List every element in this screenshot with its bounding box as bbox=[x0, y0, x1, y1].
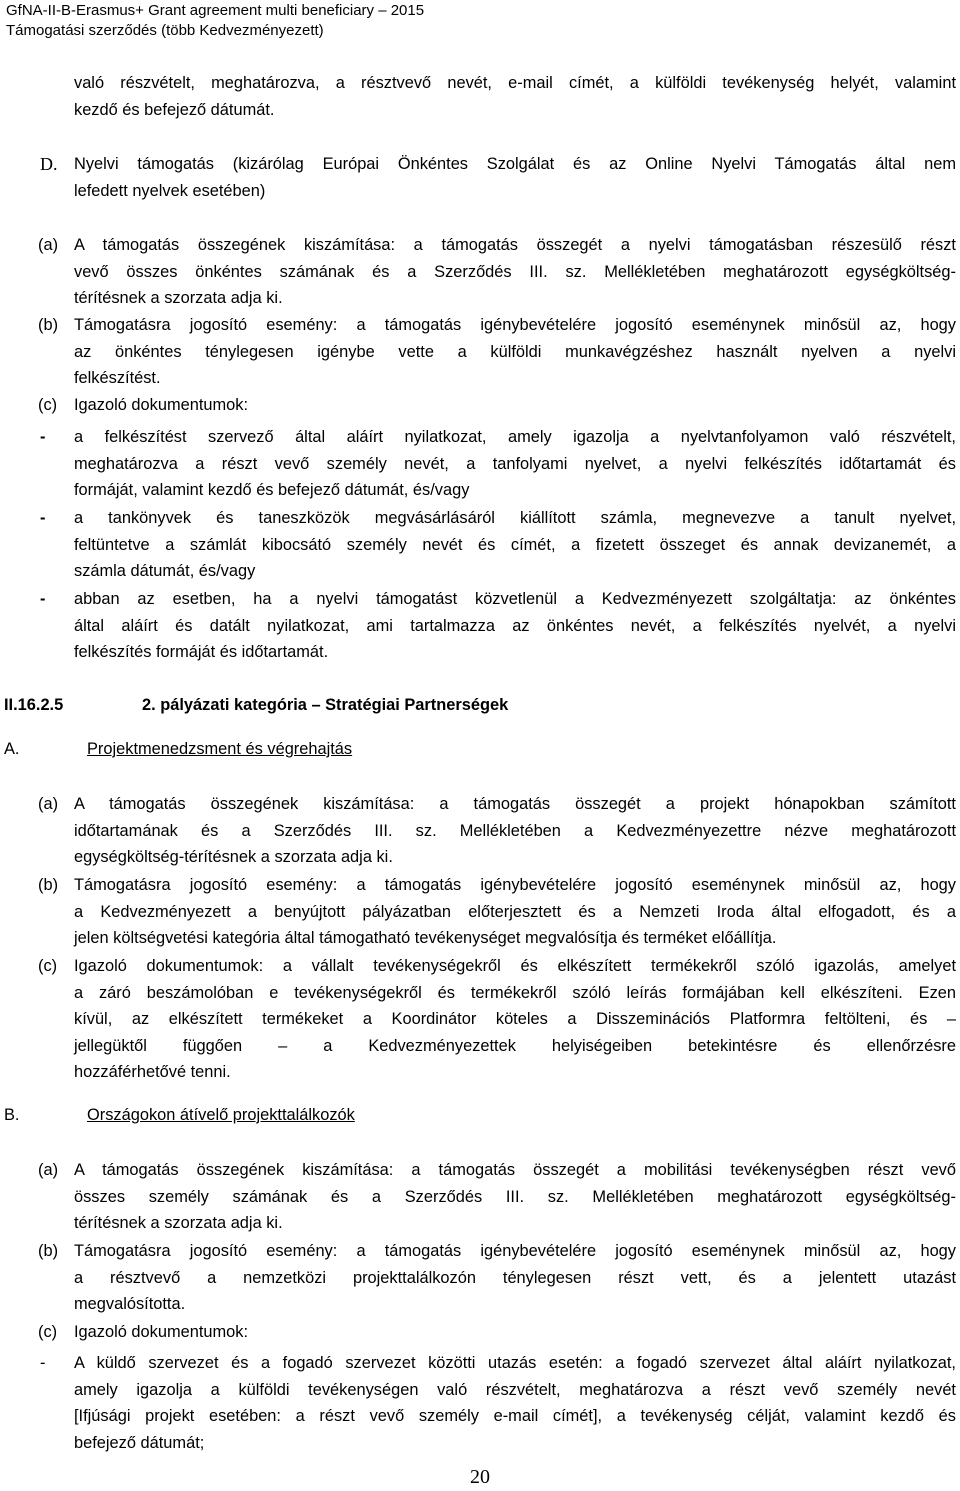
item-line: A támogatás összegének kiszámítása: a támogatás összegét a nyelvi támogatásban részesülő részt bbox=[74, 236, 956, 254]
item-line: megvalósította. bbox=[74, 1295, 186, 1313]
item-line: jelen költségvetési kategória által támogatható tevékenységet megvalósítja és terméket előállítja. bbox=[74, 929, 777, 947]
dash-line: befejező dátumát; bbox=[74, 1433, 205, 1452]
section-d-item-b bbox=[74, 312, 956, 392]
section-b-dash-item bbox=[74, 1350, 956, 1456]
section-d-dash-item bbox=[74, 586, 956, 666]
section-a-title: Projektmenedzsment és végrehajtás bbox=[87, 740, 353, 758]
item-label: (a) bbox=[38, 1161, 59, 1179]
dash-line: A küldő szervezet és a fogadó szervezet közötti utazás esetén: a fogadó szervezet által aláírt nyilatkozat, bbox=[74, 1354, 956, 1372]
section-heading: 2. pályázati kategória – Stratégiai Partnerségek bbox=[142, 696, 509, 714]
item-line: térítésnek a szorzata adja ki. bbox=[74, 1214, 283, 1232]
item-line: jellegüktől függően – a Kedvezményezettek helyiségeiben betekintésre és ellenőrzésre bbox=[74, 1036, 956, 1055]
section-d-title-line: Nyelvi támogatás (kizárólag Európai Önkéntes Szolgálat és az Online Nyelvi Támogatás által nem bbox=[74, 155, 956, 173]
section-a-marker: A. bbox=[4, 740, 20, 758]
section-b-item-a bbox=[74, 1157, 956, 1237]
item-line: időtartamának és a Szerződés III. sz. Mellékletében a Kedvezményezettre nézve meghatározott bbox=[74, 821, 956, 840]
item-label: (a) bbox=[38, 795, 59, 813]
item-label: (b) bbox=[38, 876, 59, 894]
item-line: kívül, az elkészített termékeket a Koordinátor köteles a Disszeminációs Platformra feltölteni, és – bbox=[74, 1010, 956, 1028]
item-line: az önkéntes ténylegesen igénybe vette a külföldi munkavégzéshez használt nyelven a nyelvi bbox=[74, 342, 956, 361]
item-line: Igazoló dokumentumok: a vállalt tevékenységekről és elkészített termékekről szóló igazolás, amelyet bbox=[74, 957, 956, 975]
section-d-dash-item bbox=[74, 424, 956, 504]
item-line: a záró beszámolóban e tevékenységekről és termékekről szóló leírás formájában kell elkészíteni. Ezen bbox=[74, 983, 956, 1002]
item-line: a résztvevő a nemzetközi projekttalálkozón ténylegesen részt vett, és a jelentett utazást bbox=[74, 1268, 956, 1287]
item-label: (c) bbox=[38, 396, 58, 414]
dash-marker: - bbox=[40, 509, 46, 527]
dash-line: amely igazolja a külföldi tevékenységen való részvételt, meghatározva a részt vevő személy nevét bbox=[74, 1380, 956, 1399]
item-line: A támogatás összegének kiszámítása: a támogatás összegét a projekt hónapokban számított bbox=[74, 795, 956, 813]
section-d-marker: D. bbox=[40, 154, 58, 174]
item-label: (c) bbox=[38, 957, 58, 975]
section-b-item-b bbox=[74, 1238, 956, 1318]
section-d-dash-item bbox=[74, 505, 956, 585]
item-line: hozzáférhetővé tenni. bbox=[74, 1063, 231, 1081]
intro-line: kezdő és befejező dátumát. bbox=[74, 100, 275, 119]
dash-marker: - bbox=[40, 590, 46, 608]
section-a-item-c bbox=[74, 953, 956, 1086]
item-line: Támogatásra jogosító esemény: a támogatás igénybevételére jogosító eseménynek minősül az, hogy bbox=[74, 316, 956, 334]
item-line: vevő összes önkéntes számának és a Szerződés III. sz. Mellékletében meghatározott egységköltség- bbox=[74, 262, 956, 281]
section-d-title bbox=[74, 151, 956, 204]
item-line: A támogatás összegének kiszámítása: a támogatás összegét a mobilitási tevékenységben részt vevő bbox=[74, 1161, 956, 1179]
section-a-item-b bbox=[74, 872, 956, 952]
dash-line: meghatározva a részt vevő személy nevét, a tanfolyami nyelvet, a nyelvi felkészítés időtartamát és bbox=[74, 454, 956, 473]
dash-line: feltüntetve a számlát kibocsátó személy nevét és címét, a fizetett összeget és annak devizanemét, a bbox=[74, 535, 956, 554]
dash-line: a tankönyvek és taneszközök megvásárlásáról kiállított számla, megnevezve a tanult nyelvet, bbox=[74, 509, 956, 527]
item-line: összes személy számának és a Szerződés III. sz. Mellékletében meghatározott egységköltség- bbox=[74, 1187, 956, 1206]
page-number: 20 bbox=[470, 1466, 490, 1488]
document-header-title: GfNA-II-B-Erasmus+ Grant agreement multi beneficiary – 2015 bbox=[6, 2, 425, 19]
dash-line: [Ifjúsági projekt esetében: a részt vevő személy e-mail címét], a tevékenység célját, valamint kezdő és bbox=[74, 1407, 956, 1425]
document-header-subtitle: Támogatási szerződés (több Kedvezményezett) bbox=[6, 22, 324, 39]
item-label: (b) bbox=[38, 1242, 59, 1260]
section-b-title: Országokon átívelő projekttalálkozók bbox=[87, 1106, 355, 1124]
intro-paragraph bbox=[74, 70, 956, 123]
section-d-item-a bbox=[74, 232, 956, 312]
item-line: Támogatásra jogosító esemény: a támogatás igénybevételére jogosító eseménynek minősül az, hogy bbox=[74, 1242, 956, 1260]
dash-line: felkészítés formáját és időtartamát. bbox=[74, 643, 329, 661]
item-line: Igazoló dokumentumok: bbox=[74, 396, 249, 414]
item-line: Igazoló dokumentumok: bbox=[74, 1323, 249, 1341]
item-label: (a) bbox=[38, 236, 59, 254]
dash-line: által aláírt és datált nyilatkozat, ami tartalmazza az önkéntes nevét, a felkészítés nyelvét, a nyelvi bbox=[74, 616, 956, 635]
dash-line: abban az esetben, ha a nyelvi támogatást közvetlenül a Kedvezményezett szolgáltatja: az önkéntes bbox=[74, 590, 956, 608]
dash-line: formáját, valamint kezdő és befejező dátumát, és/vagy bbox=[74, 481, 470, 499]
section-b-item-c bbox=[74, 1319, 956, 1346]
item-label: (b) bbox=[38, 316, 59, 334]
section-number: II.16.2.5 bbox=[4, 696, 64, 714]
item-line: térítésnek a szorzata adja ki. bbox=[74, 289, 283, 307]
section-b-marker: B. bbox=[4, 1106, 20, 1124]
item-line: felkészítést. bbox=[74, 369, 161, 387]
item-line: Támogatásra jogosító esemény: a támogatás igénybevételére jogosító eseménynek minősül az, hogy bbox=[74, 876, 956, 894]
dash-marker: - bbox=[40, 1354, 46, 1372]
intro-line: való részvételt, meghatározva, a résztvevő nevét, e-mail címét, a külföldi tevékenység helyét, valamint bbox=[74, 74, 956, 92]
dash-line: a felkészítést szervező által aláírt nyilatkozat, amely igazolja a nyelvtanfolyamon való részvételt, bbox=[74, 428, 956, 446]
item-line: a Kedvezményezett a benyújtott pályázatban előterjesztett és a Nemzeti Iroda által elfogadott, és a bbox=[74, 902, 956, 921]
dash-line: számla dátumát, és/vagy bbox=[74, 562, 256, 580]
item-line: egységköltség-térítésnek a szorzata adja ki. bbox=[74, 848, 393, 866]
section-d-item-c bbox=[74, 392, 956, 419]
dash-marker: - bbox=[40, 428, 46, 446]
item-label: (c) bbox=[38, 1323, 58, 1341]
section-a-item-a bbox=[74, 791, 956, 871]
section-d-title-line: lefedett nyelvek esetében) bbox=[74, 181, 266, 200]
